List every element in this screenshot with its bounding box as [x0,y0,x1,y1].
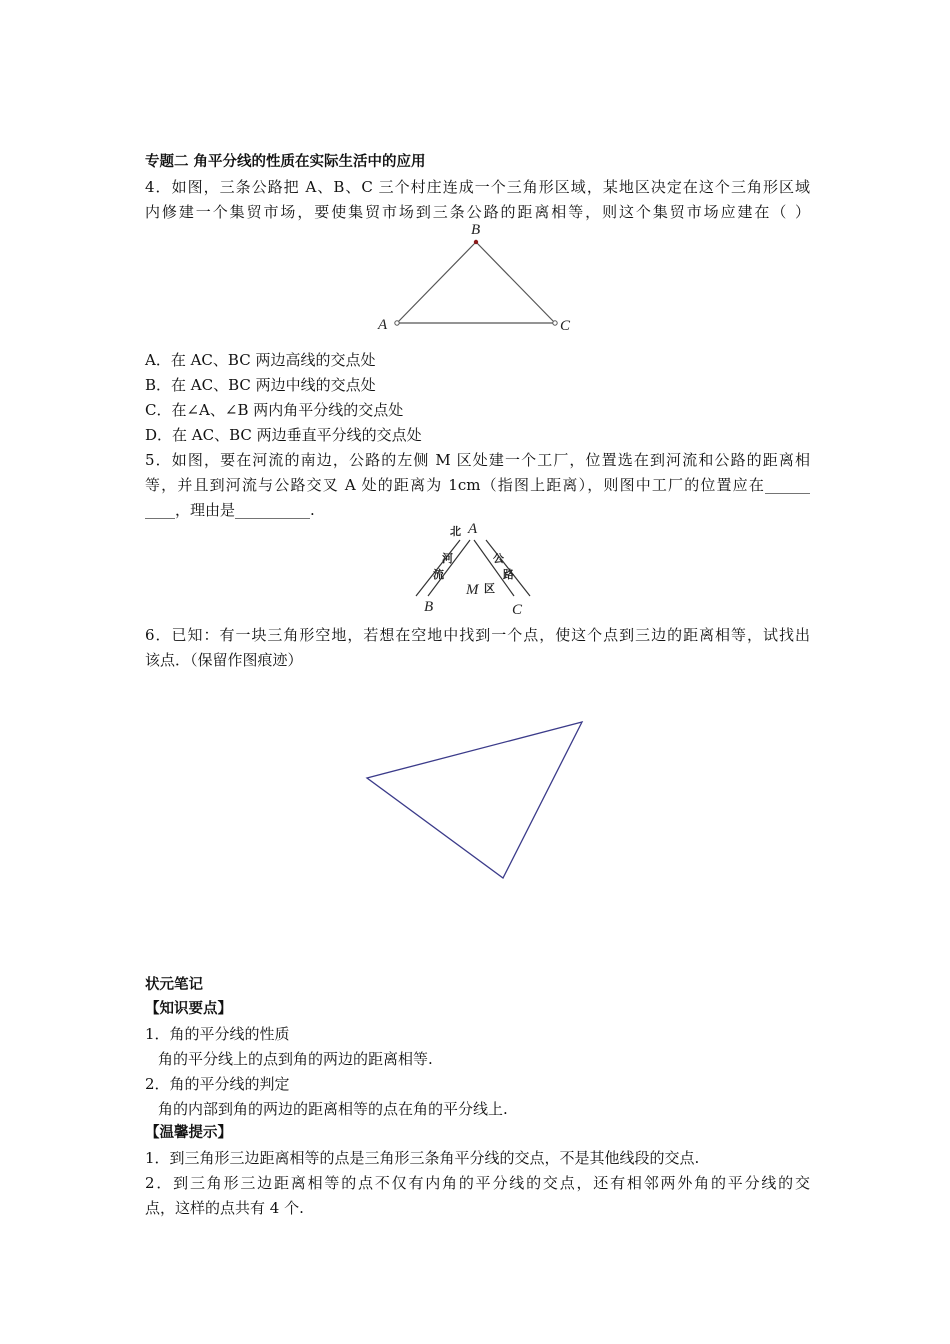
q4-triangle-figure [370,220,580,340]
q5-zone-qu: 区 [484,582,495,595]
knowledge-header: 【知识要点】 [145,1001,232,1017]
q5-river-char-1: 河 [442,552,453,565]
q5-north-label: 北 [450,525,461,538]
q4-label-a: A [378,317,388,333]
q5-label-a: A [468,521,478,537]
q6-text-line-2: 该点．（保留作图痕迹） [145,651,303,669]
q6-triangle-figure [360,715,590,885]
q4-text-line-1: 4．如图，三条公路把 A、B、C 三个村庄连成一个三角形区域，某地区决定在这个三角形区域 [145,178,810,196]
tip-2-line-1: 2．到三角形三边距离相等的点不仅有内角的平分线的交点，还有相邻两外角的平分线的交 [145,1174,810,1192]
q6-text-line-1: 6．已知：有一块三角形空地，若想在空地中找到一个点，使这个点到三边的距离相等，试找出 [145,626,810,644]
q5-road-char-1: 公 [493,552,504,565]
q5-river-road-figure [408,520,538,620]
q5-text-line-1: 5．如图，要在河流的南边，公路的左侧 M 区处建一个工厂，位置选在到河流和公路的距离相 [145,451,810,469]
q4-side-bc [476,242,555,323]
q4-option-c: C．在∠A、∠B 两内角平分线的交点处 [145,401,404,419]
q4-point-a [395,321,399,325]
q4-point-b [474,240,478,244]
q4-text-line-2: 内修建一个集贸市场，要使集贸市场到三条公路的距离相等，则这个集贸市场应建在（ ） [145,203,810,221]
q4-option-b: B．在 AC、BC 两边中线的交点处 [145,376,376,394]
q4-option-a: A．在 AC、BC 两边高线的交点处 [145,351,376,369]
q5-label-c: C [512,602,523,618]
knowledge-item-1-body: 角的平分线上的点到角的两边的距离相等. [158,1050,433,1068]
q4-option-d: D．在 AC、BC 两边垂直平分线的交点处 [145,426,422,444]
q5-text-line-2: 等，并且到河流与公路交叉 A 处的距离为 1cm（指图上距离），则图中工厂的位置应在______ [145,476,810,494]
tips-header: 【温馨提示】 [145,1125,232,1141]
q5-zone-m: M [466,582,479,598]
tip-2-line-2: 点，这样的点共有 4 个. [145,1199,304,1217]
q5-road-char-2: 路 [503,568,514,581]
knowledge-item-2-body: 角的内部到角的两边的距离相等的点在角的平分线上. [158,1100,508,1118]
knowledge-item-2-title: 2．角的平分线的判定 [145,1075,290,1093]
q5-river-char-2: 流 [433,568,444,581]
notes-title: 状元笔记 [145,977,203,993]
section-title: 专题二 角平分线的性质在实际生活中的应用 [145,154,426,170]
knowledge-item-1-title: 1．角的平分线的性质 [145,1025,290,1043]
q5-text-line-3: ____，理由是__________. [145,501,315,519]
q5-label-b: B [424,599,434,615]
q4-label-b: B [471,222,481,238]
q4-side-ab [397,242,476,323]
q6-triangle [367,722,582,878]
q4-label-c: C [560,318,571,334]
q4-point-c [553,321,557,325]
tip-1: 1．到三角形三边距离相等的点是三角形三条角平分线的交点，不是其他线段的交点. [145,1149,700,1167]
